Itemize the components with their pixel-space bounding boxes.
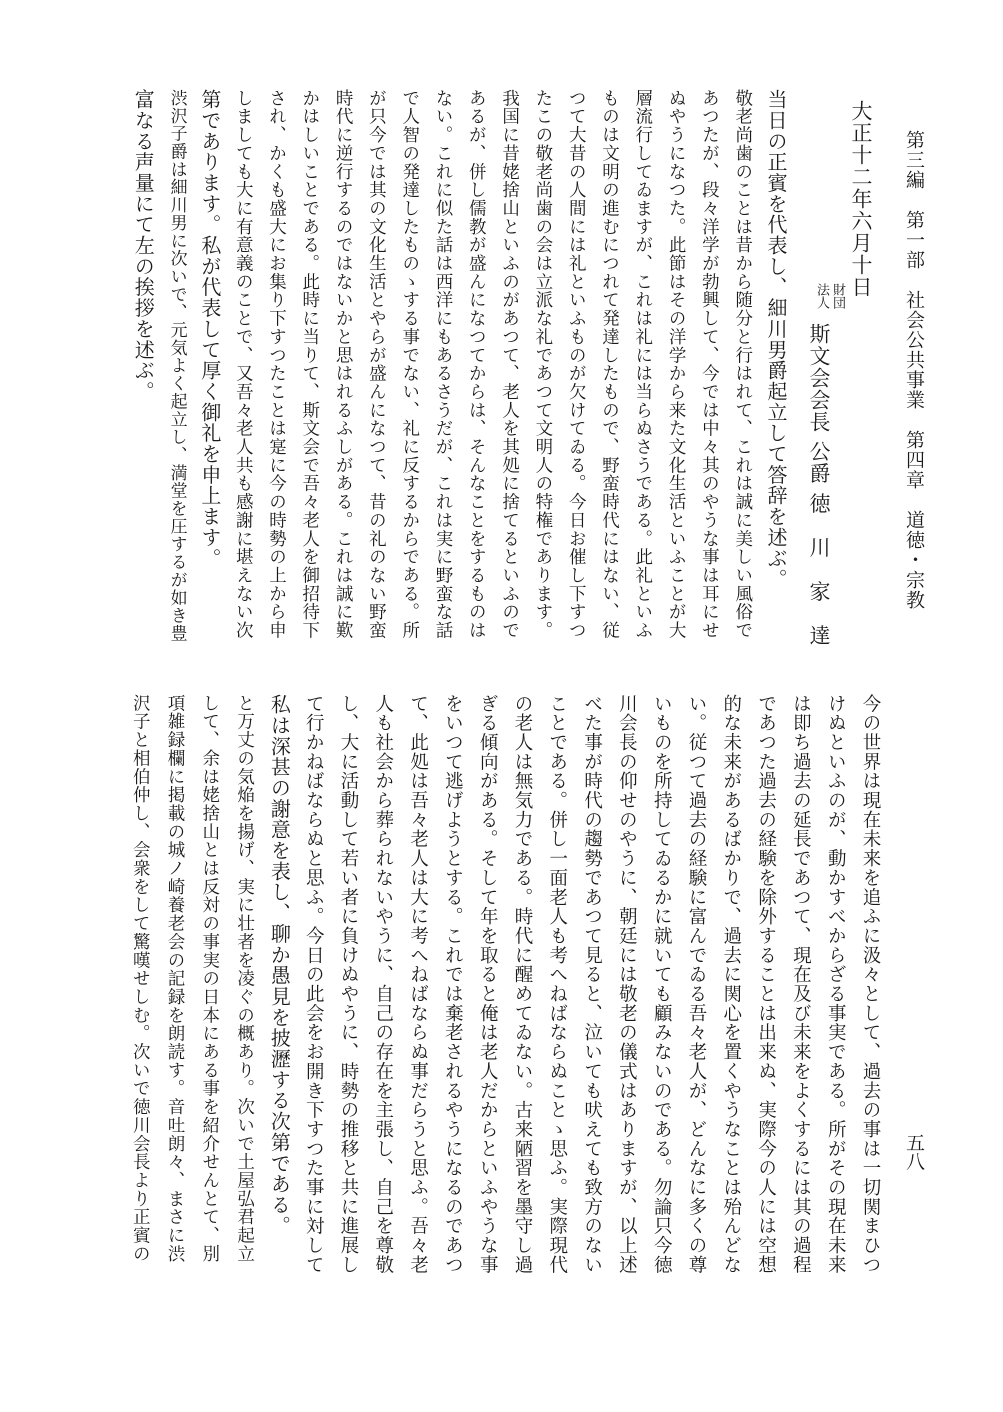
lower-text-line: けぬといふのが、動かすべからざる事実である。所がその現在未来 [825, 694, 847, 1275]
lower-text-line: であつた過去の経験を除外することは出来ぬ、実際今の人には空想 [755, 694, 777, 1275]
upper-text-line: 第であります。私が代表して厚く御礼を申上ます。 [197, 89, 222, 569]
running-header: 第三編 第一部 社会公共事業 第四章 道徳・宗教 [903, 130, 925, 610]
lower-text-line: と万丈の気焔を揚げ、実に壮者を凌ぐの概あり。次いで土屋弘君起立 [234, 694, 255, 1263]
lower-text-line: いものを所持してゐるかに就いても顧みないのである。勿論只今徳 [651, 694, 673, 1275]
upper-text-line: 層流行してゐますが、これは礼には当らぬさうである。此礼といふ [632, 89, 653, 640]
lower-text-line: 的な未来があるばかりで、過去に関心を置くやうなことは殆んどな [720, 694, 742, 1275]
upper-text-line: つて大昔の人間には礼といふものが欠けてゐる。今日お催し下すつ [566, 89, 587, 640]
lower-text-line: し、大に活動して若い者に負けぬやうに、時勢の推移と共に進展し [338, 694, 359, 1275]
upper-text-line: あるが、併し儒教が盛んになつてからは、そんなことをするものは [466, 89, 487, 640]
lower-text-line: をいつて逃げようとする。これでは棄老されるやうになるのであつ [442, 694, 464, 1275]
organization-type-line-2: 法人 [814, 283, 829, 309]
upper-text-line: 我国に昔姥捨山といふのがあつて、老人を其処に捨てるといふので [499, 89, 520, 640]
upper-text-line: 渋沢子爵は細川男に次いで、元気よく起立し、満堂を圧するが如き豊 [166, 89, 187, 643]
lower-text-line: べた事が時代の趨勢であつて見ると、泣いても吠えても致方のない [581, 694, 603, 1275]
lower-text-line: 今の世界は現在未来を追ふに汲々として、過去の事は一切関まひつ [860, 694, 881, 1275]
lower-text-line: て行かねばならぬと思ふ。今日の此会をお開き下すつた事に対して [303, 694, 325, 1275]
lower-text-line: 人も社会から葬られないやうに、自己の存在を主張し、自己を尊敬 [372, 694, 394, 1275]
lower-text-line: ぎる傾向がある。そして年を取ると俺は老人だからといふやうな事 [477, 694, 499, 1275]
lower-text-line: 項雑録欄に掲載の城ノ崎養老会の記録を朗読す。音吐朗々、まさに渋 [165, 694, 185, 1263]
upper-text-line: たこの敬老尚歯の会は立派な礼であつて文明人の特権であります。 [532, 89, 553, 640]
letter-date: 大正十二年六月十日 [849, 100, 873, 298]
upper-text-line: 当日の正賓を代表し、細川男爵起立して答辞を述ぶ。 [764, 89, 788, 590]
upper-text-line: され、かくも盛大にお集り下すつたことは寔に今の時勢の上から申 [266, 89, 287, 640]
organization-type [798, 283, 844, 323]
lower-text-line: 川会長の仰せのやうに、朝廷には敬老の儀式はありますが、以上述 [616, 694, 638, 1275]
lower-text-line: 私は深甚の謝意を表し、聊か愚見を披瀝する次第である。 [267, 694, 292, 1237]
upper-text-line: あつたが、段々洋学が勃興して、今では中々其のやうな事は耳にせ [699, 89, 720, 640]
upper-text-line: が只今では其の文化生活とやらが盛んになつて、昔の礼のない野蛮 [366, 89, 387, 640]
signature-name: 斯文会会長 公爵 徳 川 家 達 [807, 323, 831, 647]
lower-text-line: い。従つて過去の経験に富んでゐる吾々老人が、どんなに多くの尊 [686, 694, 707, 1275]
page-number: 五八 [903, 1133, 925, 1171]
signature-block [798, 283, 845, 647]
upper-text-line: しましても大に有意義のことで、又吾々老人共も感謝に堪えない次 [233, 89, 254, 640]
upper-text-line: ない。これに似た話は西洋にもあるさうだが、これは実に野蛮な話 [433, 89, 453, 640]
lower-text-line: て、此処は吾々老人は大に考へねばならぬ事だらうと思ふ。吾々老 [407, 694, 429, 1275]
upper-text-line: 敬老尚歯のことは昔から随分と行はれて、これは誠に美しい風俗で [732, 89, 753, 640]
lower-text-line: ことである。併し一面老人も考へねばならぬことゝ思ふ。実際現代 [546, 694, 568, 1275]
upper-text-line: 富なる声量にて左の挨拶を述ぶ。 [131, 89, 156, 402]
lower-text-line: して、余は姥捨山とは反対の事実の日本にある事を紹介せんとて、別 [199, 694, 220, 1263]
upper-text-line: ものは文明の進むにつれて発達したもので、野蛮時代にはない、従 [599, 89, 620, 640]
upper-text-line: 時代に逆行するのではないかと思はれるふしがある。これは誠に歎 [333, 89, 354, 640]
upper-text-line: で人智の発達したものゝする事でない、礼に反するからである。所 [399, 89, 420, 640]
lower-text-line: 沢子と相伯仲し、会衆をして驚嘆せしむ。次いで徳川会長より正賓の [130, 694, 151, 1263]
organization-type-line-1: 財団 [830, 283, 845, 309]
lower-text-line: は即ち過去の延長であつて、現在及び未来をよくするには其の過程 [790, 694, 812, 1275]
lower-text-line: の老人は無気力である。時代に醒めてゐない。古来陋習を墨守し過 [512, 694, 533, 1275]
upper-text-line: ぬやうになつた。此節はその洋学から来た文化生活といふことが大 [666, 89, 687, 640]
upper-text-line: かはしいことである。此時に当りて、斯文会で吾々老人を御招待下 [299, 89, 320, 640]
